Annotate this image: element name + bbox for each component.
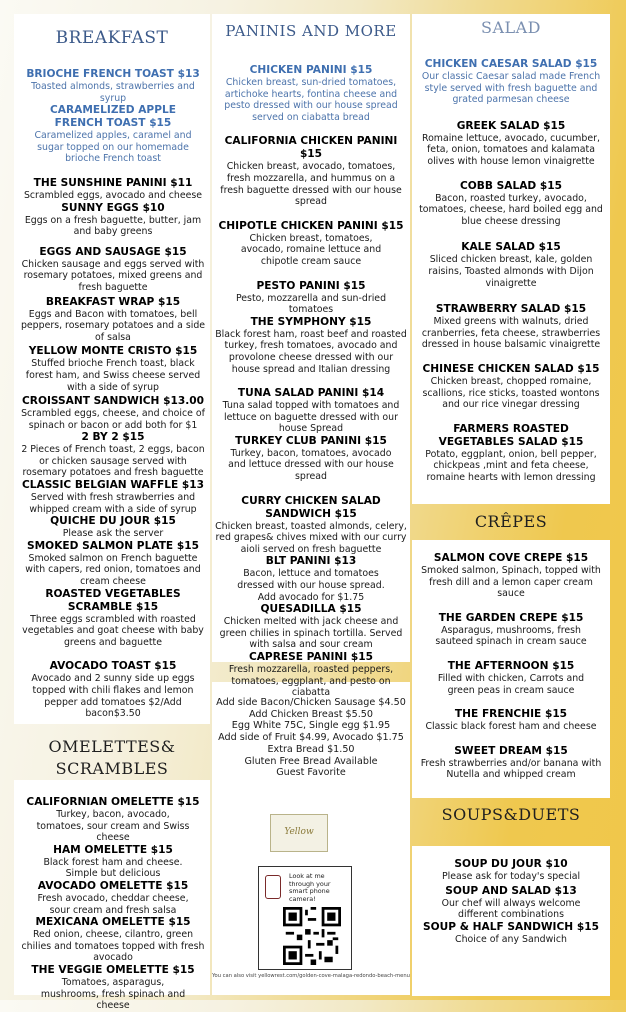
menu-item (414, 745, 608, 781)
salad-title: SALAD (480, 18, 542, 37)
menu-item (18, 345, 208, 393)
menu-item (414, 858, 608, 883)
item-desc: Caramelized apples, caramel and sugar topped on our homemade brioche French toast (34, 130, 192, 165)
item-desc: Bacon, lettuce and tomatoes dressed with our house spread. Add avocado for $1.75 (237, 568, 385, 603)
menu-item (215, 220, 407, 268)
paninis-list (215, 64, 407, 699)
item-desc: Choice of any Sandwich (455, 933, 567, 945)
menu-item (18, 395, 208, 431)
item-desc: Stuffed brioche French toast, black forest ham, and Swiss cheese served with a side of syrup (25, 358, 201, 393)
website-footer: You can also visit yellowrest.com/golden-cove-malaga-redondo-beach-menu (212, 973, 410, 979)
item-name: CAPRESE PANINI $15 (248, 651, 374, 663)
item-desc: Bacon, roasted turkey, avocado, tomatoes, cheese, hard boiled egg and blue cheese dressing (419, 192, 603, 227)
omelettes-title-line2: SCRAMBLES (55, 759, 169, 778)
phone-icon (265, 875, 281, 899)
breakfast-title: BREAKFAST (55, 28, 169, 48)
menu-item (215, 316, 407, 375)
restaurant-logo: Yellow (270, 814, 328, 852)
menu-item (18, 479, 208, 515)
item-name: MEXICANA OMELETTE $15 (35, 916, 191, 929)
item-desc: Please ask the server (62, 528, 164, 540)
item-name: CALIFORNIAN OMELETTE $15 (26, 796, 200, 808)
addon-line: Egg White 75C, Single egg $1.95 (231, 720, 391, 732)
item-name: 2 BY 2 $15 (81, 431, 145, 444)
item-desc: Tomatoes, asparagus, mushrooms, fresh spinach and cheese (40, 976, 186, 1012)
item-name: STRAWBERRY SALAD $15 (435, 303, 587, 316)
item-desc: Eggs and Bacon with tomatoes, bell peppers, rosemary potatoes and a side of salsa (20, 308, 206, 343)
menu-item (414, 708, 608, 733)
item-desc: Fresh mozzarella, roasted peppers, tomatoes, eggplant, and pesto on ciabatta (228, 664, 394, 699)
item-desc: Black forest ham, roast beef and roasted turkey, fresh tomatoes, avocado and provolone cheese dressed with our house spread and Italian dressing (215, 328, 407, 375)
item-desc: Our classic Caesar salad made French style served with fresh baguette and grated parmesan cheese (421, 71, 601, 106)
item-desc: Our chef will always welcome different combinations (441, 897, 581, 921)
menu-item (18, 246, 208, 294)
item-name: SMOKED SALMON PLATE $15 (27, 539, 199, 552)
addon-line: Add Chicken Breast $5.50 (249, 708, 373, 720)
menu-item (18, 202, 208, 238)
menu-item (18, 68, 208, 104)
menu-item (414, 363, 608, 411)
item-desc: Potato, eggplant, onion, bell pepper, chickpeas ,mint and feta cheese, romaine hearts with lemon dressing (425, 448, 597, 483)
addon-line: Guest Favorite (276, 767, 346, 779)
item-name: CURRY CHICKEN SALAD SANDWICH $15 (241, 494, 381, 520)
item-name: AVOCADO OMELETTE $15 (37, 879, 189, 892)
menu-item (18, 964, 208, 1012)
addon-line: Add side Bacon/Chicken Sausage $4.50 (216, 697, 406, 708)
item-name: CHINESE CHICKEN SALAD $15 (422, 362, 600, 375)
qr-caption: Look at me through your smart phone camera! (289, 872, 331, 903)
menu-item (414, 423, 608, 484)
menu-item (215, 651, 407, 699)
menu-item (414, 241, 608, 289)
item-desc: Scrambled eggs, cheese, and choice of spinach or bacon or add both for $1 (21, 408, 205, 431)
item-desc: Served with fresh strawberries and whipped cream with a side of syrup (29, 492, 197, 515)
menu-item (414, 921, 608, 946)
item-name: BREAKFAST WRAP $15 (45, 295, 181, 308)
item-name: CHIPOTLE CHICKEN PANINI $15 (218, 219, 404, 232)
item-desc: Filled with chicken, Carrots and green peas in cream sauce (437, 672, 585, 696)
item-desc: Chicken breast, avocado, tomatoes, fresh mozzarella, and hummus on a fresh baguette dressed with our house spread (220, 161, 402, 208)
menu-item (18, 296, 208, 344)
menu-item (18, 916, 208, 964)
item-desc: Black forest ham and cheese. Simple but delicious (43, 856, 183, 880)
menu-item (414, 120, 608, 168)
item-name: THE VEGGIE OMELETTE $15 (31, 963, 195, 976)
menu-item (18, 660, 208, 719)
menu-item (18, 104, 208, 165)
item-desc: Smoked salmon, Spinach, topped with fresh dill and a lemon caper cream sauce (421, 565, 601, 600)
addon-line: Add side of Fruit $4.99, Avocado $1.75 (218, 732, 404, 744)
item-name: EGGS AND SAUSAGE $15 (39, 245, 187, 258)
item-desc: Turkey, bacon, tomatoes, avocado and lettuce dressed with our house spread (228, 447, 394, 483)
item-name: CROISSANT SANDWICH $13.00 (22, 395, 204, 408)
paninis-title: PANINIS AND MORE (225, 22, 397, 40)
item-desc: Sliced chicken breast, kale, golden raisins, Toasted almonds with Dijon vinaigrette (428, 254, 594, 289)
item-name: PESTO PANINI $15 (256, 279, 366, 292)
item-name: COBB SALAD $15 (460, 179, 562, 192)
item-name: QUICHE DU JOUR $15 (50, 515, 176, 528)
item-desc: Chicken breast, tomatoes, avocado, romaine lettuce and chipotle cream sauce (240, 232, 382, 267)
menu-item (215, 603, 407, 651)
item-name: TURKEY CLUB PANINI $15 (235, 434, 387, 447)
item-desc: Three eggs scrambled with roasted vegetables and goat cheese with baby greens and baguette (22, 613, 204, 648)
omelettes-title (14, 736, 210, 780)
item-name: HAM OMELETTE $15 (53, 843, 173, 856)
item-desc: Please ask for today's special (441, 871, 581, 882)
item-name: THE AFTERNOON $15 (447, 659, 575, 672)
qr-code-card[interactable] (258, 866, 352, 970)
menu-item (414, 885, 608, 921)
menu-item (414, 612, 608, 648)
addon-line: Extra Bread $1.50 (267, 743, 355, 755)
menu-item (215, 64, 407, 123)
menu-item (215, 280, 407, 316)
item-name: TUNA SALAD PANINI $14 (237, 387, 385, 400)
menu-item (18, 844, 208, 880)
item-desc: Chicken breast, chopped romaine, scallions, rice sticks, toasted wontons and our rice vinegar dressing (422, 375, 600, 411)
item-name: BLT PANINI $13 (265, 555, 357, 568)
item-desc: Smoked salmon on French baguette with capers, red onion, tomatoes and cream cheese (25, 552, 201, 588)
qr-code-icon[interactable] (283, 907, 341, 965)
item-desc: 2 Pieces of French toast, 2 eggs, bacon or chicken sausage served with rosemary potatoes and fresh baguette (21, 444, 205, 479)
item-name: SOUP AND SALAD $13 (445, 884, 577, 897)
item-desc: Turkey, bacon, avocado, tomatoes, sour cream and Swiss cheese (36, 809, 190, 844)
item-desc: Chicken breast, toasted almonds, celery, red grapes& chives mixed with our curry aioli served on fresh baguette (215, 520, 407, 555)
item-name: CHICKEN CAESAR SALAD $15 (424, 58, 598, 70)
item-desc: Tuna salad topped with tomatoes and lettuce on baguette dressed with our house Spread (222, 400, 400, 435)
soups-title: SOUPS&DUETS (441, 805, 581, 824)
menu-item (414, 552, 608, 600)
soups-list (414, 858, 608, 945)
menu-item (414, 58, 608, 106)
item-desc: Fresh avocado, cheddar cheese, sour cream and fresh salsa (37, 892, 189, 916)
item-name: CLASSIC BELGIAN WAFFLE $13 (21, 479, 205, 492)
item-name: KALE SALAD $15 (461, 241, 561, 254)
item-desc: Romaine lettuce, avocado, cucumber, feta, onion, tomatoes and kalamata olives with house lemon vinaigrette (421, 132, 600, 167)
menu-item (18, 880, 208, 916)
item-name: ROASTED VEGETABLES SCRAMBLE $15 (45, 587, 181, 613)
menu-item (414, 180, 608, 228)
omelettes-title-line1: OMELETTES& (48, 737, 176, 756)
item-desc: Mixed greens with walnuts, dried cranberries, feta cheese, strawberries dressed in house balsamic vinaigrette (421, 316, 601, 351)
item-name: FARMERS ROASTED VEGETABLES SALAD $15 (438, 422, 584, 448)
salad-list (414, 58, 608, 483)
item-desc: Chicken melted with jack cheese and green chilies in spinach tortilla. Served with salsa and sour cream (219, 616, 403, 651)
item-desc: Scrambled eggs, avocado and cheese (23, 189, 203, 201)
item-desc: Chicken breast, sun-dried tomatoes, artichoke hearts, fontina cheese and pesto dressed with our house spread served on ciabatta bread (224, 77, 398, 123)
item-name: AVOCADO TOAST $15 (49, 660, 177, 673)
menu-item (18, 588, 208, 649)
item-name: SUNNY EGGS $10 (61, 201, 165, 214)
menu-item (18, 431, 208, 479)
omelettes-list (18, 796, 208, 1012)
item-name: THE GARDEN CREPE $15 (438, 611, 584, 624)
item-name: THE SUNSHINE PANINI $11 (33, 176, 193, 189)
item-desc: Classic black forest ham and cheese (425, 721, 597, 733)
menu-item (215, 435, 407, 483)
item-desc: Asparagus, mushrooms, fresh sauteed spinach in cream sauce (435, 624, 587, 648)
item-desc: Fresh strawberries and/or banana with Nutella and whipped cream (420, 757, 602, 781)
menu-item (414, 660, 608, 696)
menu-item (18, 796, 208, 844)
menu-item (215, 387, 407, 435)
item-desc: Pesto, mozzarella and sun-dried tomatoes (235, 292, 387, 316)
item-name: SOUP & HALF SANDWICH $15 (423, 920, 599, 933)
item-name: BRIOCHE FRENCH TOAST $13 (26, 68, 200, 80)
addon-line: Gluten Free Bread Available (244, 755, 378, 767)
item-desc: Toasted almonds, strawberries and syrup (31, 81, 195, 104)
item-name: THE SYMPHONY $15 (250, 315, 372, 328)
item-name: GREEK SALAD $15 (456, 119, 566, 132)
breakfast-list (18, 68, 208, 720)
menu-item (18, 515, 208, 540)
crepes-title: CRÊPES (474, 512, 548, 531)
item-name: CHICKEN PANINI $15 (249, 64, 373, 76)
item-desc: Avocado and 2 sunny side up eggs topped with chili flakes and lemon pepper add tomatoes $2/Add bacon$3.50 (31, 673, 195, 720)
item-name: YELLOW MONTE CRISTO $15 (28, 345, 198, 358)
item-name: SWEET DREAM $15 (454, 744, 568, 757)
item-name: CALIFORNIA CHICKEN PANINI $15 (224, 135, 398, 161)
menu-item (215, 135, 407, 207)
item-desc: Chicken sausage and eggs served with rosemary potatoes, mixed greens and fresh baguette (21, 258, 205, 293)
menu-item (18, 177, 208, 202)
item-name: CARAMELIZED APPLE FRENCH TOAST $15 (50, 104, 176, 130)
item-desc: Eggs on a fresh baguette, butter, jam and baby greens (24, 214, 202, 238)
menu-item (414, 303, 608, 351)
crepes-list (414, 552, 608, 781)
addons-list (214, 697, 408, 779)
item-name: QUESADILLA $15 (260, 603, 362, 616)
item-name: THE FRENCHIE $15 (454, 708, 568, 721)
item-name: SOUP DU JOUR $10 (454, 858, 568, 870)
menu-item (215, 495, 407, 556)
item-name: SALMON COVE CREPE $15 (433, 552, 589, 564)
menu-item (215, 555, 407, 603)
item-desc: Red onion, cheese, cilantro, green chilies and tomatoes topped with fresh avocado (21, 929, 205, 964)
menu-item (18, 540, 208, 588)
